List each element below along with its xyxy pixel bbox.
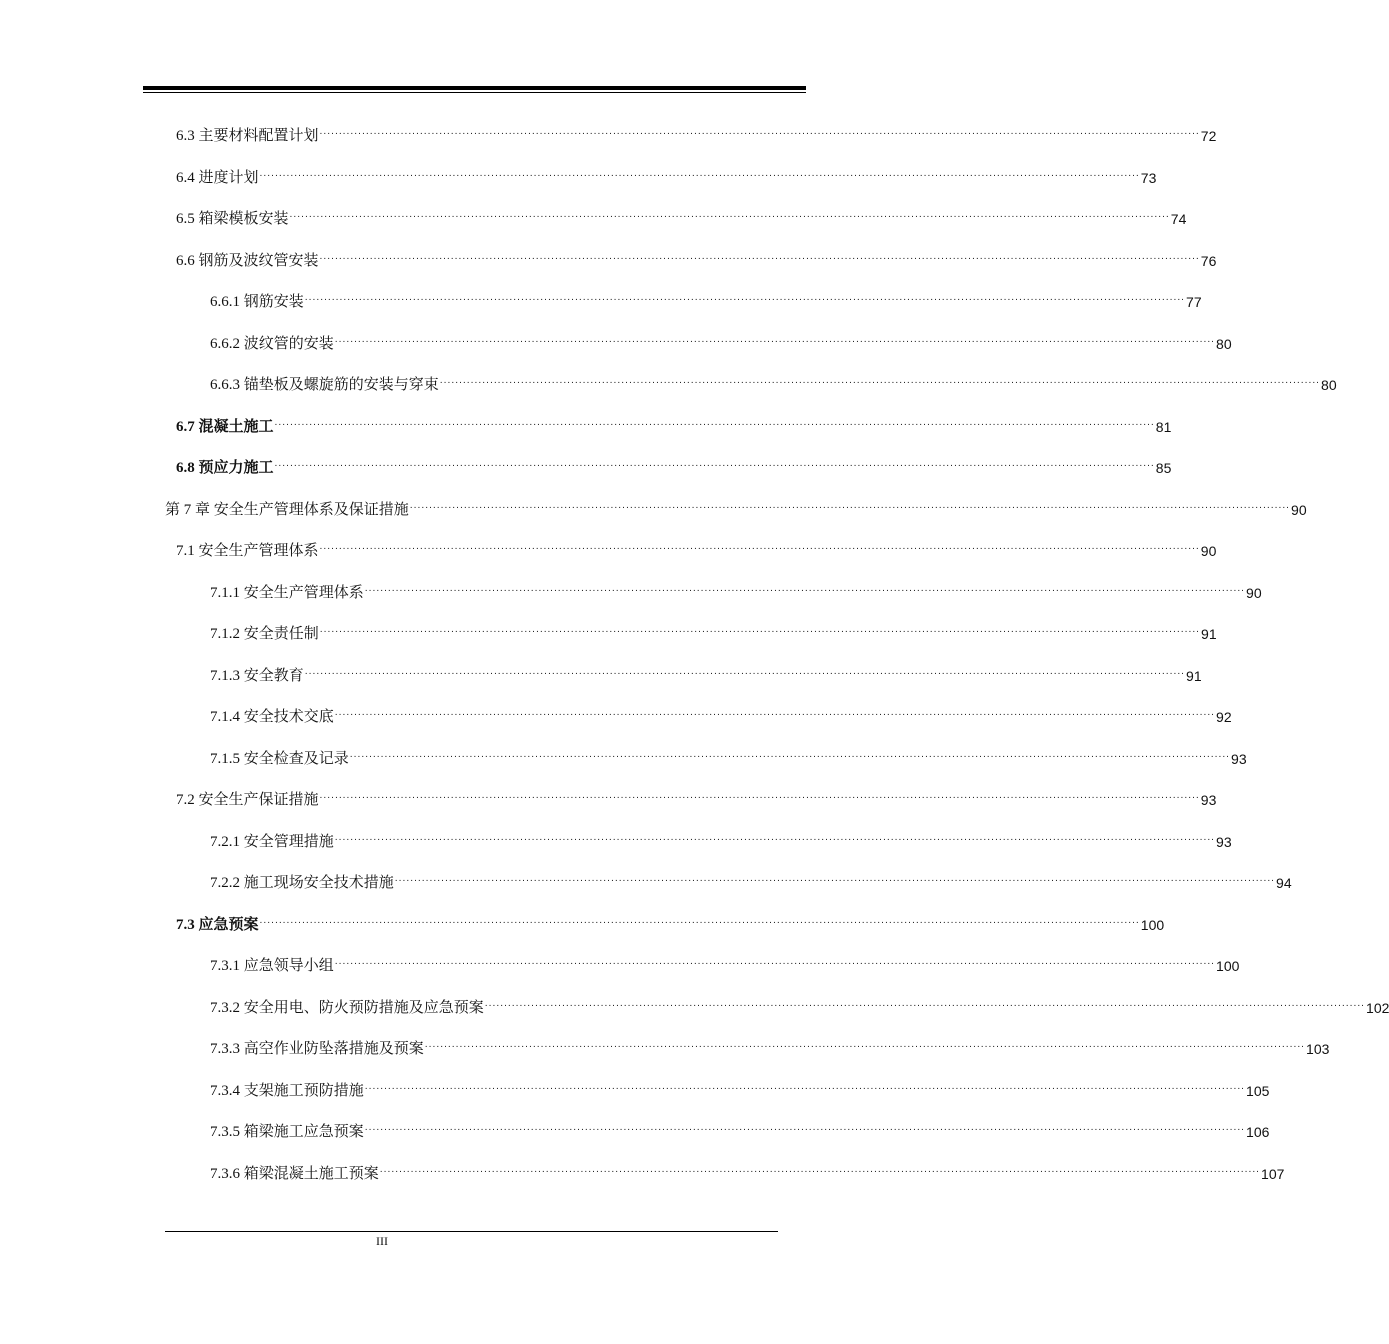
toc-entry-page: 90 xyxy=(1291,502,1307,518)
toc-leader-dots: .................................................................................................................................................................................................................................... xyxy=(394,874,1276,884)
toc-entry-page: 90 xyxy=(1246,585,1262,601)
toc-entry-title: 6.6.3 锚垫板及螺旋筋的安装与穿束 xyxy=(210,377,439,393)
toc-entry[interactable] xyxy=(176,537,1217,565)
toc-entry[interactable] xyxy=(210,662,1202,690)
toc-entry-title: 7.1.1 安全生产管理体系 xyxy=(210,585,364,601)
toc-entry-title: 7.3.1 应急领导小组 xyxy=(210,958,334,974)
toc-leader-dots: .................................................................................................................................................................................................................................... xyxy=(274,459,1155,469)
toc-entry-page: 92 xyxy=(1216,709,1232,725)
toc-entry-page: 76 xyxy=(1200,253,1217,269)
toc-leader-dots: .................................................................................................................................................................................................................................... xyxy=(274,418,1155,428)
toc-entry[interactable] xyxy=(176,911,1165,939)
toc-entry-title: 6.8 预应力施工 xyxy=(176,460,274,476)
toc-entry[interactable] xyxy=(210,371,1337,399)
toc-entry-title: 7.3 应急预案 xyxy=(176,917,259,933)
toc-entry-title: 6.4 进度计划 xyxy=(176,170,259,186)
toc-leader-dots: .................................................................................................................................................................................................................................... xyxy=(319,791,1200,801)
toc-entry-page: 93 xyxy=(1200,792,1217,808)
toc-entry[interactable] xyxy=(176,454,1172,482)
toc-entry[interactable] xyxy=(176,164,1157,192)
toc-entry-title: 7.3.3 高空作业防坠落措施及预案 xyxy=(210,1041,424,1057)
toc-entry-title: 7.2 安全生产保证措施 xyxy=(176,792,319,808)
toc-entry[interactable] xyxy=(210,869,1292,897)
toc-leader-dots: .................................................................................................................................................................................................................................... xyxy=(409,501,1291,511)
toc-entry-title: 7.1.5 安全检查及记录 xyxy=(210,751,349,767)
toc-entry[interactable] xyxy=(210,288,1202,316)
toc-entry-page: 90 xyxy=(1200,543,1217,559)
toc-entry[interactable] xyxy=(210,1118,1270,1146)
toc-leader-dots: .................................................................................................................................................................................................................................... xyxy=(319,127,1200,137)
page-number: III xyxy=(376,1234,388,1248)
toc-entry-title: 7.1 安全生产管理体系 xyxy=(176,543,319,559)
toc-leader-dots: .................................................................................................................................................................................................................................... xyxy=(334,335,1216,345)
toc-entry[interactable] xyxy=(210,703,1232,731)
toc-leader-dots: .................................................................................................................................................................................................................................... xyxy=(334,708,1216,718)
toc-entry-page: 105 xyxy=(1246,1083,1270,1099)
toc-entry-page: 107 xyxy=(1261,1166,1285,1182)
toc-leader-dots: .................................................................................................................................................................................................................................... xyxy=(259,169,1140,179)
toc-entry-title: 6.3 主要材料配置计划 xyxy=(176,128,319,144)
toc-leader-dots: .................................................................................................................................................................................................................................... xyxy=(304,293,1186,303)
toc-entry-title: 6.7 混凝土施工 xyxy=(176,419,274,435)
toc-entry-page: 80 xyxy=(1216,336,1232,352)
toc-entry-page: 106 xyxy=(1246,1124,1270,1140)
toc-entry-title: 7.1.2 安全责任制 xyxy=(210,626,319,642)
toc-leader-dots: .................................................................................................................................................................................................................................... xyxy=(334,957,1216,967)
toc-entry[interactable] xyxy=(210,579,1262,607)
toc-entry-title: 7.3.5 箱梁施工应急预案 xyxy=(210,1124,364,1140)
toc-entry[interactable] xyxy=(176,205,1187,233)
toc-leader-dots: .................................................................................................................................................................................................................................... xyxy=(379,1165,1261,1175)
toc-entry-page: 102 xyxy=(1366,1000,1389,1016)
toc-entry[interactable] xyxy=(176,247,1217,275)
toc-entry-title: 6.5 箱梁模板安装 xyxy=(176,211,289,227)
toc-leader-dots: .................................................................................................................................................................................................................................... xyxy=(349,750,1231,760)
toc-entry-title: 第 7 章 安全生产管理体系及保证措施 xyxy=(165,502,409,518)
toc-entry-title: 7.1.3 安全教育 xyxy=(210,668,304,684)
toc-entry-page: 100 xyxy=(1216,958,1240,974)
toc-leader-dots: .................................................................................................................................................................................................................................... xyxy=(364,584,1246,594)
toc-entry-page: 91 xyxy=(1186,668,1202,684)
toc-entry[interactable] xyxy=(210,1077,1270,1105)
toc-entry-page: 94 xyxy=(1276,875,1292,891)
toc-entry-page: 100 xyxy=(1140,917,1165,933)
toc-entry-chapter[interactable] xyxy=(165,496,1307,524)
footer-rule xyxy=(165,1231,778,1232)
toc-entry-page: 80 xyxy=(1321,377,1337,393)
toc-entry[interactable] xyxy=(210,1035,1330,1063)
toc-entry[interactable] xyxy=(210,828,1232,856)
toc-entry-page: 77 xyxy=(1186,294,1202,310)
toc-entry-page: 81 xyxy=(1155,419,1172,435)
toc-entry[interactable] xyxy=(176,413,1172,441)
toc-entry-title: 7.2.1 安全管理措施 xyxy=(210,834,334,850)
toc-entry-title: 7.2.2 施工现场安全技术措施 xyxy=(210,875,394,891)
toc-leader-dots: .................................................................................................................................................................................................................................... xyxy=(439,376,1321,386)
toc-entry-title: 7.3.2 安全用电、防火预防措施及应急预案 xyxy=(210,1000,484,1016)
toc-leader-dots: .................................................................................................................................................................................................................................... xyxy=(289,210,1170,220)
toc-leader-dots: .................................................................................................................................................................................................................................... xyxy=(319,252,1200,262)
toc-leader-dots: .................................................................................................................................................................................................................................... xyxy=(319,542,1200,552)
toc-entry[interactable] xyxy=(210,952,1240,980)
toc-entry[interactable] xyxy=(210,330,1232,358)
toc-entry[interactable] xyxy=(176,122,1217,150)
toc-entry[interactable] xyxy=(176,786,1217,814)
toc-entry-page: 72 xyxy=(1200,128,1217,144)
toc-entry-page: 93 xyxy=(1231,751,1247,767)
toc-entry-page: 85 xyxy=(1155,460,1172,476)
toc-leader-dots: .................................................................................................................................................................................................................................... xyxy=(484,999,1366,1009)
toc-entry-page: 91 xyxy=(1201,626,1217,642)
toc-leader-dots: .................................................................................................................................................................................................................................... xyxy=(424,1040,1306,1050)
toc-entry-page: 103 xyxy=(1306,1041,1330,1057)
toc-leader-dots: .................................................................................................................................................................................................................................... xyxy=(334,833,1216,843)
header-rule xyxy=(143,86,806,93)
toc-entry-title: 7.3.6 箱梁混凝土施工预案 xyxy=(210,1166,379,1182)
toc-entry-title: 6.6.1 钢筋安装 xyxy=(210,294,304,310)
toc-entry[interactable] xyxy=(210,620,1217,648)
toc-leader-dots: .................................................................................................................................................................................................................................... xyxy=(364,1082,1246,1092)
toc-leader-dots: .................................................................................................................................................................................................................................... xyxy=(364,1123,1246,1133)
toc-leader-dots: .................................................................................................................................................................................................................................... xyxy=(259,916,1140,926)
toc-leader-dots: .................................................................................................................................................................................................................................... xyxy=(319,625,1201,635)
toc-entry-title: 7.3.4 支架施工预防措施 xyxy=(210,1083,364,1099)
toc-leader-dots: .................................................................................................................................................................................................................................... xyxy=(304,667,1186,677)
toc-entry[interactable] xyxy=(210,1160,1285,1188)
toc-entry-page: 74 xyxy=(1170,211,1187,227)
toc-entry-title: 7.1.4 安全技术交底 xyxy=(210,709,334,725)
toc-entry[interactable] xyxy=(210,745,1247,773)
toc-entry-page: 93 xyxy=(1216,834,1232,850)
toc-entry-page: 73 xyxy=(1140,170,1157,186)
toc-entry[interactable] xyxy=(210,994,1389,1022)
toc-entry-title: 6.6 钢筋及波纹管安装 xyxy=(176,253,319,269)
toc-entry-title: 6.6.2 波纹管的安装 xyxy=(210,336,334,352)
